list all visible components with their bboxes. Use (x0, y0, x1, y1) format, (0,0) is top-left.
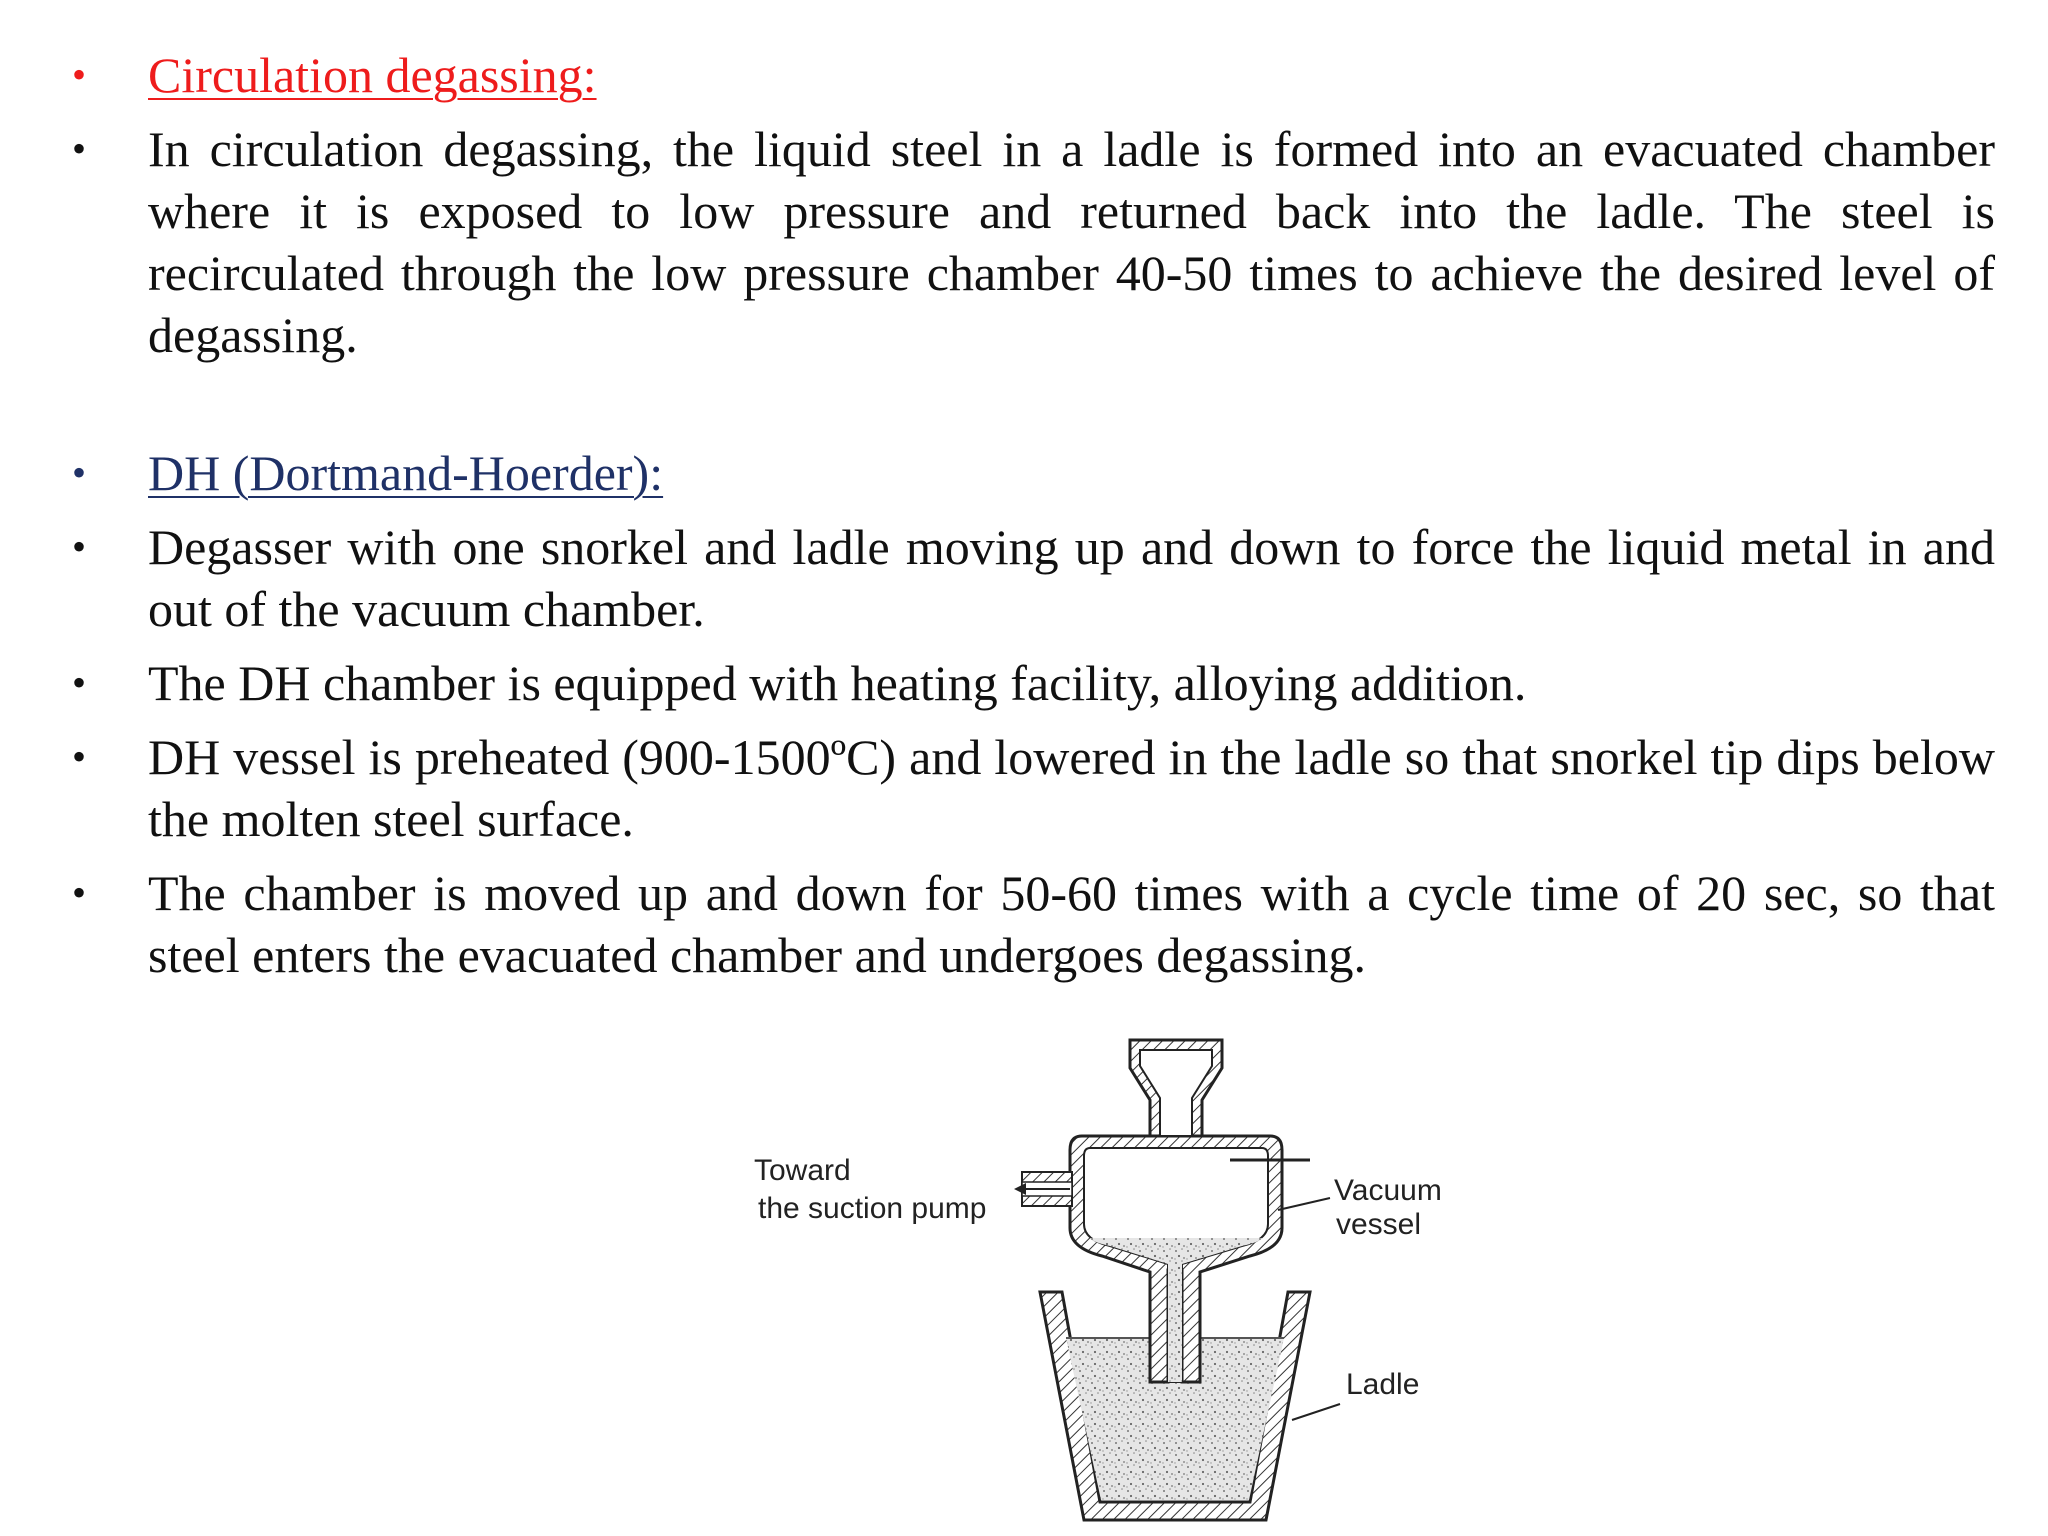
bullet-dot: • (72, 126, 87, 171)
label-vessel-line2: vessel (1336, 1208, 1422, 1241)
dh-bullet-1 (60, 516, 1995, 640)
dh-bullet-2 (60, 652, 1995, 714)
dh-bullet-3 (60, 726, 1995, 850)
bullet-dot: • (72, 734, 87, 779)
label-pump-line2: the suction pump (758, 1192, 987, 1225)
bullet-text: The chamber is moved up and down for 50-60 times with a cycle time of 20 sec, so that steel enters the evacuated chamber and undergoes degassing. (148, 865, 1995, 983)
bullet-dot: • (72, 870, 87, 915)
dh-degasser-diagram (730, 1020, 1490, 1536)
diagram-svg (730, 1020, 1490, 1536)
bullet-text: DH vessel is preheated (900-1500ºC) and lowered in the ladle so that snorkel tip dips below the molten steel surface. (148, 729, 1995, 847)
heading-text: Circulation degassing: (148, 47, 597, 103)
heading-text: DH (Dortmand-Hoerder): (148, 445, 664, 501)
circulation-degassing-paragraph (60, 118, 1995, 366)
dh-heading (60, 442, 1995, 504)
bullet-text: The DH chamber is equipped with heating facility, alloying addition. (148, 655, 1527, 711)
bullet-dot: • (72, 660, 87, 705)
label-pump-line1: Toward (754, 1154, 851, 1187)
label-ladle: Ladle (1346, 1368, 1420, 1401)
bullet-dot: • (72, 524, 87, 569)
bullet-dot: • (72, 52, 87, 97)
label-vessel-line1: Vacuum (1334, 1174, 1442, 1207)
bullet-dot: • (72, 450, 87, 495)
circulation-degassing-heading (60, 44, 1995, 106)
paragraph-text: In circulation degassing, the liquid steel in a ladle is formed into an evacuated chamber where it is exposed to low pressure and returned back into the ladle. The steel is recirculated through the low pressure chamber 40-50 times to achieve the desired level of degassing. (148, 121, 1995, 363)
section-spacer (60, 378, 1995, 442)
dh-bullet-4 (60, 862, 1995, 986)
bullet-text: Degasser with one snorkel and ladle moving up and down to force the liquid metal in and out of the vacuum chamber. (148, 519, 1995, 637)
bullet-list (60, 44, 1995, 998)
